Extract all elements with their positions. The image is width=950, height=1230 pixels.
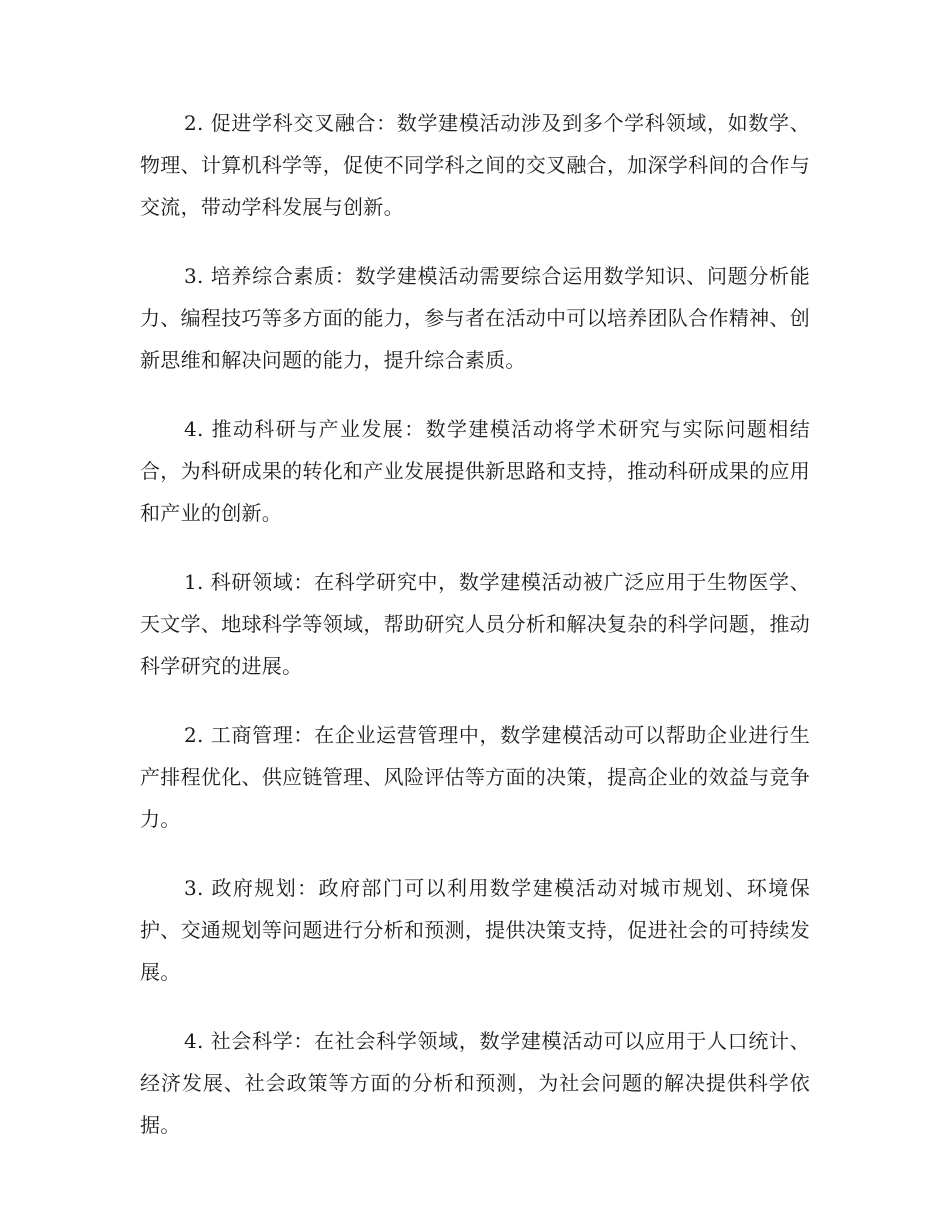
paragraph-promote-interdisciplinary: 2. 促进学科交叉融合：数学建模活动涉及到多个学科领域，如数学、物理、计算机科学等，促使不同学科之间的交叉融合，加深学科间的合作与交流，带动学科发展与创新。: [140, 111, 810, 219]
paragraph-social-science: 4. 社会科学：在社会科学领域，数学建模活动可以应用于人口统计、经济发展、社会政策等方面的分析和预测，为社会问题的解决提供科学依据。: [140, 1029, 810, 1137]
paragraph-government-planning: 3. 政府规划：政府部门可以利用数学建模活动对城市规划、环境保护、交通规划等问题进行分析和预测，提供决策支持，促进社会的可持续发展。: [140, 876, 810, 984]
paragraph-research-field: 1. 科研领域：在科学研究中，数学建模活动被广泛应用于生物医学、天文学、地球科学等领域，帮助研究人员分析和解决复杂的科学问题，推动科学研究的进展。: [140, 570, 810, 678]
document-body: [140, 102, 810, 1173]
paragraph-research-industry: 4. 推动科研与产业发展：数学建模活动将学术研究与实际问题相结合，为科研成果的转化和产业发展提供新思路和支持，推动科研成果的应用和产业的创新。: [140, 417, 810, 525]
paragraph-business-management: 2. 工商管理：在企业运营管理中，数学建模活动可以帮助企业进行生产排程优化、供应链管理、风险评估等方面的决策，提高企业的效益与竞争力。: [140, 723, 810, 831]
paragraph-cultivate-quality: 3. 培养综合素质：数学建模活动需要综合运用数学知识、问题分析能力、编程技巧等多方面的能力，参与者在活动中可以培养团队合作精神、创新思维和解决问题的能力，提升综合素质。: [140, 264, 810, 372]
